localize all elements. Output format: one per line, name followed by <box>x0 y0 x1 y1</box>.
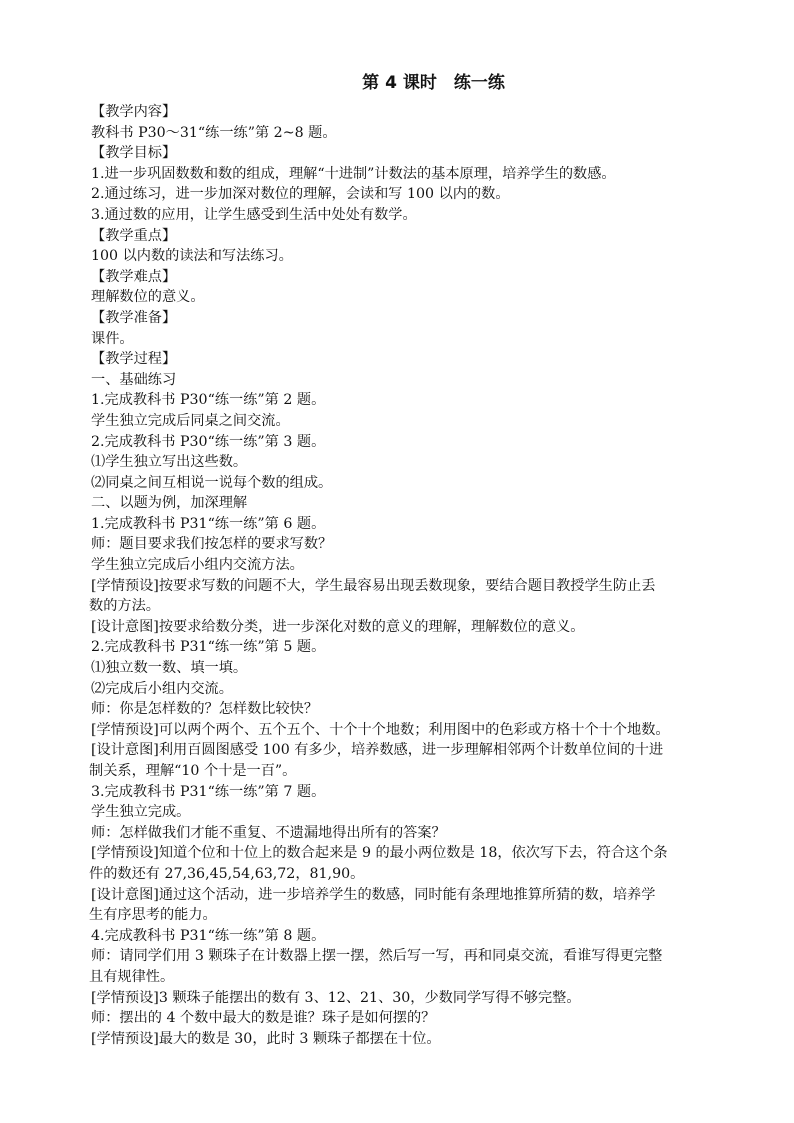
text-line: 4.完成教科书 P31“练一练”第 8 题。 <box>91 927 326 944</box>
text-line: 制关系，理解“10 个十是一百”。 <box>89 763 297 779</box>
text-line: 件的数还有 27,36,45,54,63,72，81,90。 <box>89 865 365 882</box>
text-line: 1.完成教科书 P30“练一练”第 2 题。 <box>91 392 326 409</box>
text-line: ⑴学生独立写出这些数。 <box>91 454 248 471</box>
text-line: 【教学内容】 <box>91 104 177 120</box>
text-line: [学情预设]可以两个两个、五个五个、十个十个地数；利用图中的色彩或方格十个十个地数。 <box>91 721 670 738</box>
text-line: [学情预设]按要求写数的问题不大，学生最容易出现丢数现象，要结合题目教授学生防止丢 <box>91 577 656 594</box>
text-line: 【教学目标】 <box>91 145 177 162</box>
text-line: 【教学准备】 <box>91 309 177 326</box>
text-line: 2.通过练习，进一步加深对数位的理解，会读和写 100 以内的数。 <box>91 186 510 203</box>
text-line: [设计意图]按要求给数分类，进一步深化对数的意义的理解，理解数位的意义。 <box>91 618 585 635</box>
text-line: [设计意图]利用百圆图感受 100 有多少，培养数感，进一步理解相邻两个计数单位间的十进 <box>91 742 664 759</box>
text-line: 1.进一步巩固数数和数的组成，理解“十进制”计数法的基本原理，培养学生的数感。 <box>91 165 616 182</box>
text-line: 100 以内数的读法和写法练习。 <box>91 248 293 265</box>
text-line: ⑵同桌之间互相说一说每个数的组成。 <box>91 474 333 491</box>
text-line: 【教学过程】 <box>91 351 177 368</box>
page-title: 第 4 课时 练一练 <box>362 73 505 93</box>
text-line: 学生独立完成。 <box>91 804 191 821</box>
text-line: 师：摆出的 4 个数中最大的数是谁？珠子是如何摆的？ <box>91 1010 436 1027</box>
text-line: [设计意图]通过这个活动，进一步培养学生的数感，同时能有条理地推算所猜的数，培养学 <box>91 886 656 903</box>
text-line: 理解数位的意义。 <box>91 289 205 306</box>
text-line: 教科书 P30～31“练一练”第 2~8 题。 <box>91 124 337 141</box>
text-line: 1.完成教科书 P31“练一练”第 6 题。 <box>91 515 326 532</box>
text-line: ⑴独立数一数、填一填。 <box>91 660 248 677</box>
text-line: 3.完成教科书 P31“练一练”第 7 题。 <box>91 783 326 800</box>
text-line: [学情预设]3 颗珠子能摆出的数有 3、12、21、30，少数同学写得不够完整。 <box>91 989 581 1006</box>
text-line: 生有序思考的能力。 <box>89 907 217 924</box>
text-line: 2.完成教科书 P30“练一练”第 3 题。 <box>91 433 326 450</box>
text-line: 师：题目要求我们按怎样的要求写数？ <box>91 536 333 553</box>
text-line: 数的方法。 <box>89 598 160 615</box>
text-line: [学情预设]最大的数是 30，此时 3 颗珠子都摆在十位。 <box>91 1030 441 1047</box>
text-line: [学情预设]知道个位和十位上的数合起来是 9 的最小两位数是 18，依次写下去，符合这个条 <box>91 845 668 862</box>
lesson-body <box>91 102 746 1049</box>
text-line: 【教学重点】 <box>91 227 177 244</box>
text-line: 师：请同学们用 3 颗珠子在计数器上摆一摆，然后写一写，再和同桌交流，看谁写得更完整 <box>91 948 663 965</box>
text-line: 师：你是怎样数的？怎样数比较快？ <box>91 701 319 718</box>
text-line: 【教学难点】 <box>91 268 177 285</box>
text-line: 学生独立完成后同桌之间交流。 <box>91 412 290 429</box>
text-line: ⑵完成后小组内交流。 <box>91 680 233 697</box>
text-line: 课件。 <box>91 330 134 347</box>
text-line: 学生独立完成后小组内交流方法。 <box>91 557 304 574</box>
text-line: 一、基础练习 <box>91 371 177 388</box>
text-line: 3.通过数的应用，让学生感受到生活中处处有数学。 <box>91 206 417 223</box>
text-line: 二、以题为例，加深理解 <box>91 495 248 512</box>
text-line: 且有规律性。 <box>89 968 175 985</box>
text-line: 2.完成教科书 P31“练一练”第 5 题。 <box>91 639 326 656</box>
text-line: 师：怎样做我们才能不重复、不遗漏地得出所有的答案？ <box>91 824 446 841</box>
